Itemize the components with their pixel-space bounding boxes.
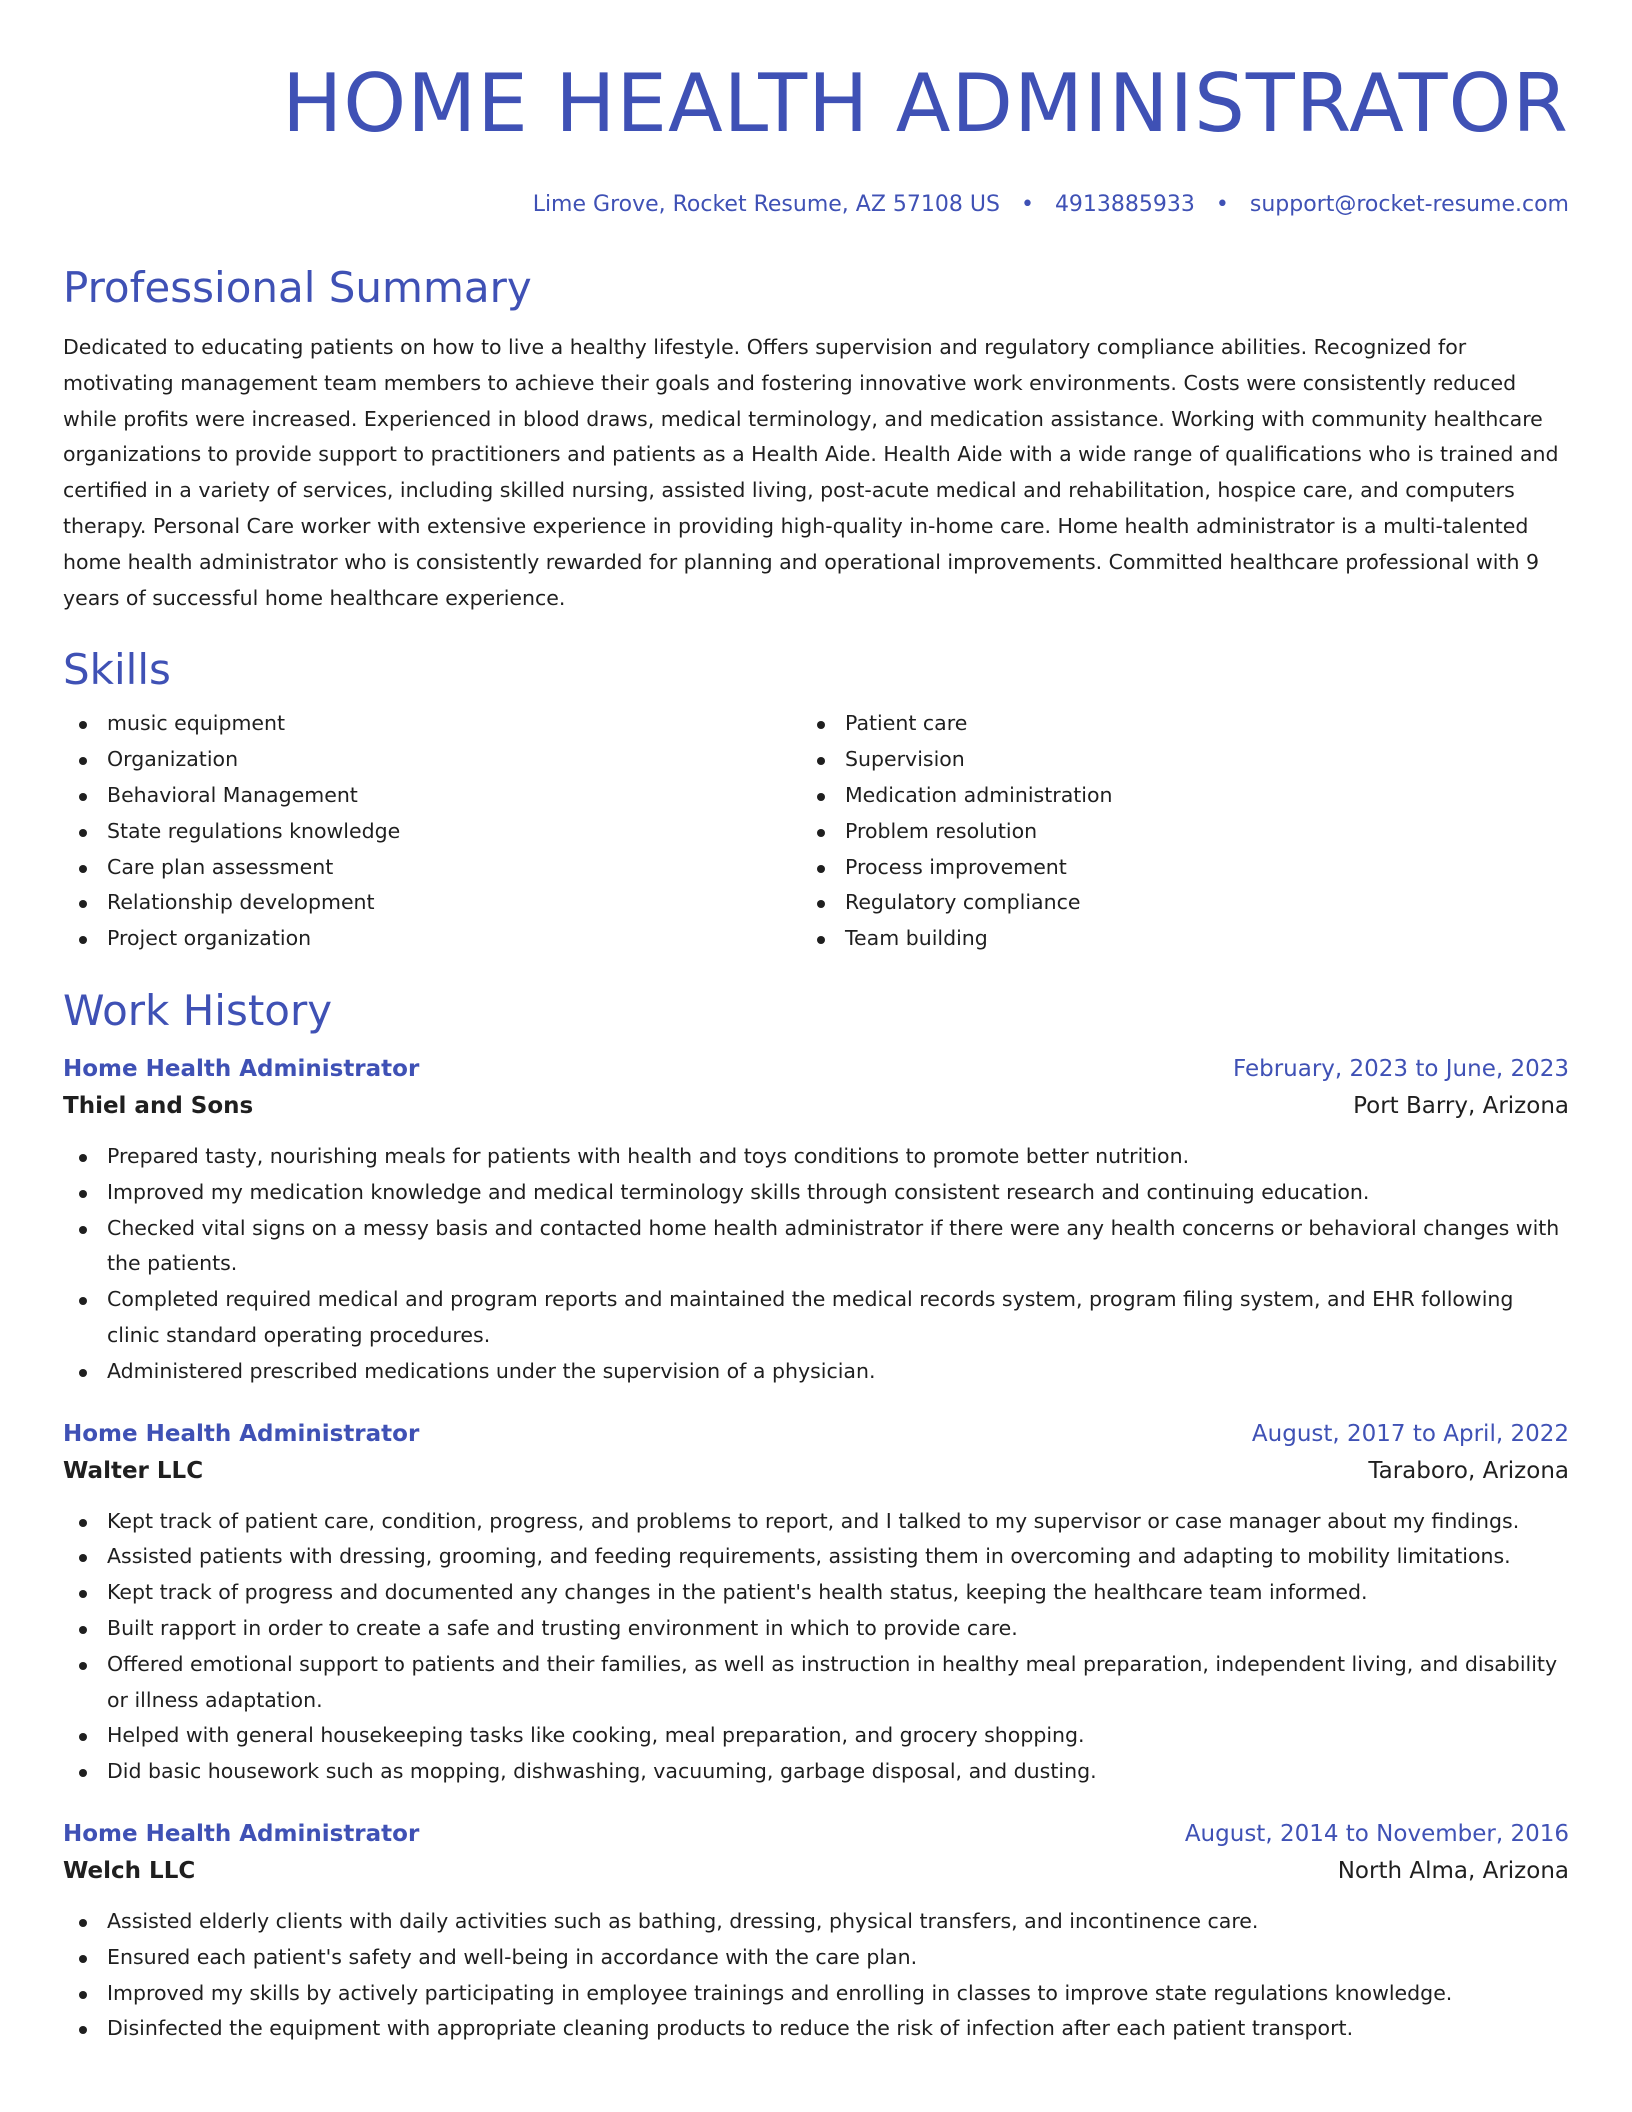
skills-heading: Skills	[63, 645, 171, 695]
job-duty: Improved my medication knowledge and medical terminology skills through consistent research and continuing education.	[63, 1175, 1569, 1211]
job-duty: Did basic housework such as mopping, dishwashing, vacuuming, garbage disposal, and dusting.	[63, 1754, 1569, 1790]
skill-item: Process improvement	[801, 850, 1539, 886]
skills-column-left	[63, 706, 801, 957]
resume-name: HOME HEALTH ADMINISTRATOR	[282, 57, 1569, 150]
job-duty: Built rapport in order to create a safe and trusting environment in which to provide care.	[63, 1611, 1569, 1647]
contact-line	[63, 190, 1569, 220]
skill-item: Relationship development	[63, 885, 801, 921]
job-entry	[63, 1051, 1569, 1390]
job-title: Home Health Administrator	[63, 1055, 420, 1082]
job-duty: Disinfected the equipment with appropriate cleaning products to reduce the risk of infection after each patient transport.	[63, 2011, 1569, 2047]
job-duty: Offered emotional support to patients and their families, as well as instruction in healthy meal preparation, independent living, and disability or illness adaptation.	[63, 1647, 1569, 1719]
job-company: Welch LLC	[63, 1857, 196, 1884]
job-location: Taraboro, Arizona	[1368, 1457, 1569, 1484]
skill-item: Project organization	[63, 921, 801, 957]
job-duty: Ensured each patient's safety and well-being in accordance with the care plan.	[63, 1940, 1569, 1976]
job-dates: February, 2023 to June, 2023	[1232, 1055, 1569, 1082]
job-title: Home Health Administrator	[63, 1420, 420, 1447]
job-location: North Alma, Arizona	[1337, 1857, 1569, 1884]
job-duty: Assisted patients with dressing, grooming, and feeding requirements, assisting them in overcoming and adapting to mobility limitations.	[63, 1539, 1569, 1575]
contact-phone: 4913885933	[1054, 192, 1195, 217]
contact-email: support@rocket-resume.com	[1249, 192, 1569, 217]
contact-separator: •	[1020, 192, 1034, 217]
job-duty: Prepared tasty, nourishing meals for patients with health and toys conditions to promote better nutrition.	[63, 1139, 1569, 1175]
skill-item: Supervision	[801, 742, 1539, 778]
skill-item: Patient care	[801, 706, 1539, 742]
job-entry	[63, 1816, 1569, 2047]
job-company: Thiel and Sons	[63, 1092, 254, 1119]
job-entry	[63, 1416, 1569, 1790]
skill-item: Regulatory compliance	[801, 885, 1539, 921]
job-duty: Kept track of patient care, condition, progress, and problems to report, and I talked to my supervisor or case manager about my findings.	[63, 1504, 1569, 1540]
job-duties	[63, 1139, 1569, 1390]
skill-item: Problem resolution	[801, 814, 1539, 850]
skills-column-right	[801, 706, 1539, 957]
job-dates: August, 2014 to November, 2016	[1184, 1820, 1569, 1847]
job-duty: Checked vital signs on a messy basis and contacted home health administrator if there were any health concerns or behavioral changes with the patients.	[63, 1211, 1569, 1283]
job-duty: Kept track of progress and documented any changes in the patient's health status, keeping the healthcare team informed.	[63, 1575, 1569, 1611]
job-duty: Completed required medical and program reports and maintained the medical records system, program filing system, and EHR following clinic standard operating procedures.	[63, 1282, 1569, 1354]
job-company: Walter LLC	[63, 1457, 204, 1484]
skill-item: Team building	[801, 921, 1539, 957]
job-duties	[63, 1504, 1569, 1790]
job-duty: Improved my skills by actively participating in employee trainings and enrolling in classes to improve state regulations knowledge.	[63, 1976, 1569, 2012]
job-title: Home Health Administrator	[63, 1820, 420, 1847]
job-duty: Assisted elderly clients with daily activities such as bathing, dressing, physical transfers, and incontinence care.	[63, 1904, 1569, 1940]
job-duty: Administered prescribed medications under the supervision of a physician.	[63, 1354, 1569, 1390]
skill-item: Behavioral Management	[63, 778, 801, 814]
job-duty: Helped with general housekeeping tasks like cooking, meal preparation, and grocery shopping.	[63, 1718, 1569, 1754]
job-location: Port Barry, Arizona	[1353, 1092, 1569, 1119]
summary-text: Dedicated to educating patients on how to live a healthy lifestyle. Offers supervision and regulatory compliance abilities. Recognized for motivating management team members to achieve their goals and fostering innovative work environments. Costs were consistently reduced while profits were increased. Experienced in blood draws, medical terminology, and medication assistance. Working with community healthcare organizations to provide support to practitioners and patients as a Health Aide. Health Aide with a wide range of qualifications who is trained and certified in a variety of services, including skilled nursing, assisted living, post-acute medical and rehabilitation, hospice care, and computers therapy. Personal Care worker with extensive experience in providing high-quality in-home care. Home health administrator is a multi-talented home health administrator who is consistently rewarded for planning and operational improvements. Committed healthcare professional with 9 years of successful home healthcare experience.	[63, 335, 1559, 610]
work-history-heading: Work History	[63, 985, 333, 1035]
skill-item: Medication administration	[801, 778, 1539, 814]
skill-item: music equipment	[63, 706, 801, 742]
job-duties	[63, 1904, 1569, 2047]
skill-item: State regulations knowledge	[63, 814, 801, 850]
summary-heading: Professional Summary	[63, 263, 532, 312]
skill-item: Care plan assessment	[63, 850, 801, 886]
contact-separator: •	[1215, 192, 1229, 217]
skills-grid	[63, 706, 1569, 957]
contact-address: Lime Grove, Rocket Resume, AZ 57108 US	[532, 192, 1000, 217]
job-dates: August, 2017 to April, 2022	[1251, 1420, 1569, 1447]
skill-item: Organization	[63, 742, 801, 778]
